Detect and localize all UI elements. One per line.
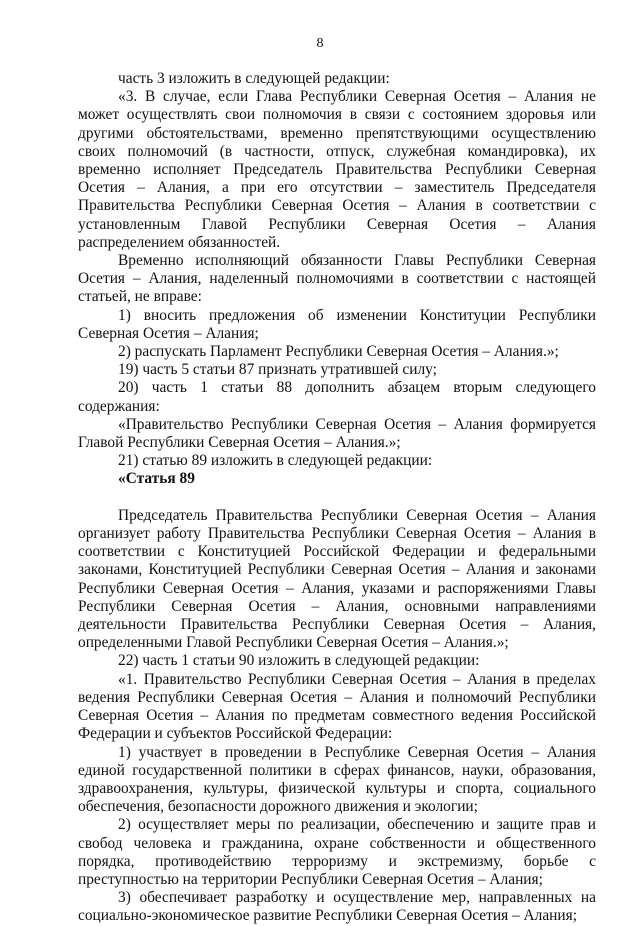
paragraph: часть 3 изложить в следующей редакции: xyxy=(118,70,390,87)
paragraph: Временно исполняющий обязанности Главы Республики Северная Осетия – Алания, наделенный полномочиями в соответствии с настоящей статьей, не вправе: xyxy=(78,252,596,306)
paragraph: «3. В случае, если Глава Республики Северная Осетия – Алания не может осуществлять свои полномочия в связи с состоянием здоровья или другими обстоятельствами, временно препятствующими осуществлению своих полномочий (в частности, отпуск, служебная командировка), их временно исполняет Председатель Правительства Республики Северная Осетия – Алания, а при его отсутствии – заместитель Председателя Правительства Республики Северная Осетия – Алания в соответствии с установленным Главой Республики Северная Осетия – Алания распределением обязанностей. xyxy=(78,88,596,251)
article-heading: «Статья 89 xyxy=(118,470,195,488)
paragraph: 1) участвует в проведении в Республике Северная Осетия – Алания единой государственной политики в сферах финансов, науки, образования, здравоохранения, культуры, физической культуры и спорта, социального обеспечения, безопасности дорожного движения и экологии; xyxy=(78,743,596,816)
paragraph: Председатель Правительства Республики Северная Осетия – Алания организует работу Правительства Республики Северная Осетия – Алания в соответствии с Конституцией Российской Федерации и федеральными законами, Конституцией Республики Северная Осетия – Алания и законами Республики Северная Осетия – Алания, указами и распоряжениями Главы Республики Северная Осетия – Алания, основными направлениями деятельности Правительства Республики Северная Осетия – Алания, определенными Главой Республики Северная Осетия – Алания.»; xyxy=(78,506,596,652)
paragraph: 19) часть 5 статьи 87 признать утратившей силу; xyxy=(118,361,437,379)
paragraph: 22) часть 1 статьи 90 изложить в следующей редакции: xyxy=(118,652,480,670)
paragraph: 3) обеспечивает разработку и осуществление мер, направленных на социально-экономическое развитие Республики Северная Осетия – Алания; xyxy=(78,889,596,925)
paragraph: «Правительство Республики Северная Осетия – Алания формируется Главой Республики Северная Осетия – Алания.»; xyxy=(78,415,596,452)
page-number: 8 xyxy=(316,36,324,51)
paragraph: 1) вносить предложения об изменении Конституции Республики Северная Осетия – Алания; xyxy=(78,306,596,342)
paragraph: 21) статью 89 изложить в следующей редакции: xyxy=(118,452,433,470)
document-body xyxy=(78,70,596,926)
paragraph: 2) осуществляет меры по реализации, обеспечению и защите прав и свобод человека и гражданина, охране собственности и общественного порядка, противодействию терроризму и экстремизму, борьбе с преступностью на территории Республики Северная Осетия – Алания; xyxy=(78,816,596,888)
paragraph: 20) часть 1 статьи 88 дополнить абзацем вторым следующего содержания: xyxy=(78,379,596,415)
paragraph: «1. Правительство Республики Северная Осетия – Алания в пределах ведения Республики Северная Осетия – Алания и полномочий Республики Северная Осетия – Алания по предметам совместного ведения Российской Федерации и субъектов Российской Федерации: xyxy=(78,670,596,743)
paragraph: 2) распускать Парламент Республики Северная Осетия – Алания.»; xyxy=(118,343,559,361)
